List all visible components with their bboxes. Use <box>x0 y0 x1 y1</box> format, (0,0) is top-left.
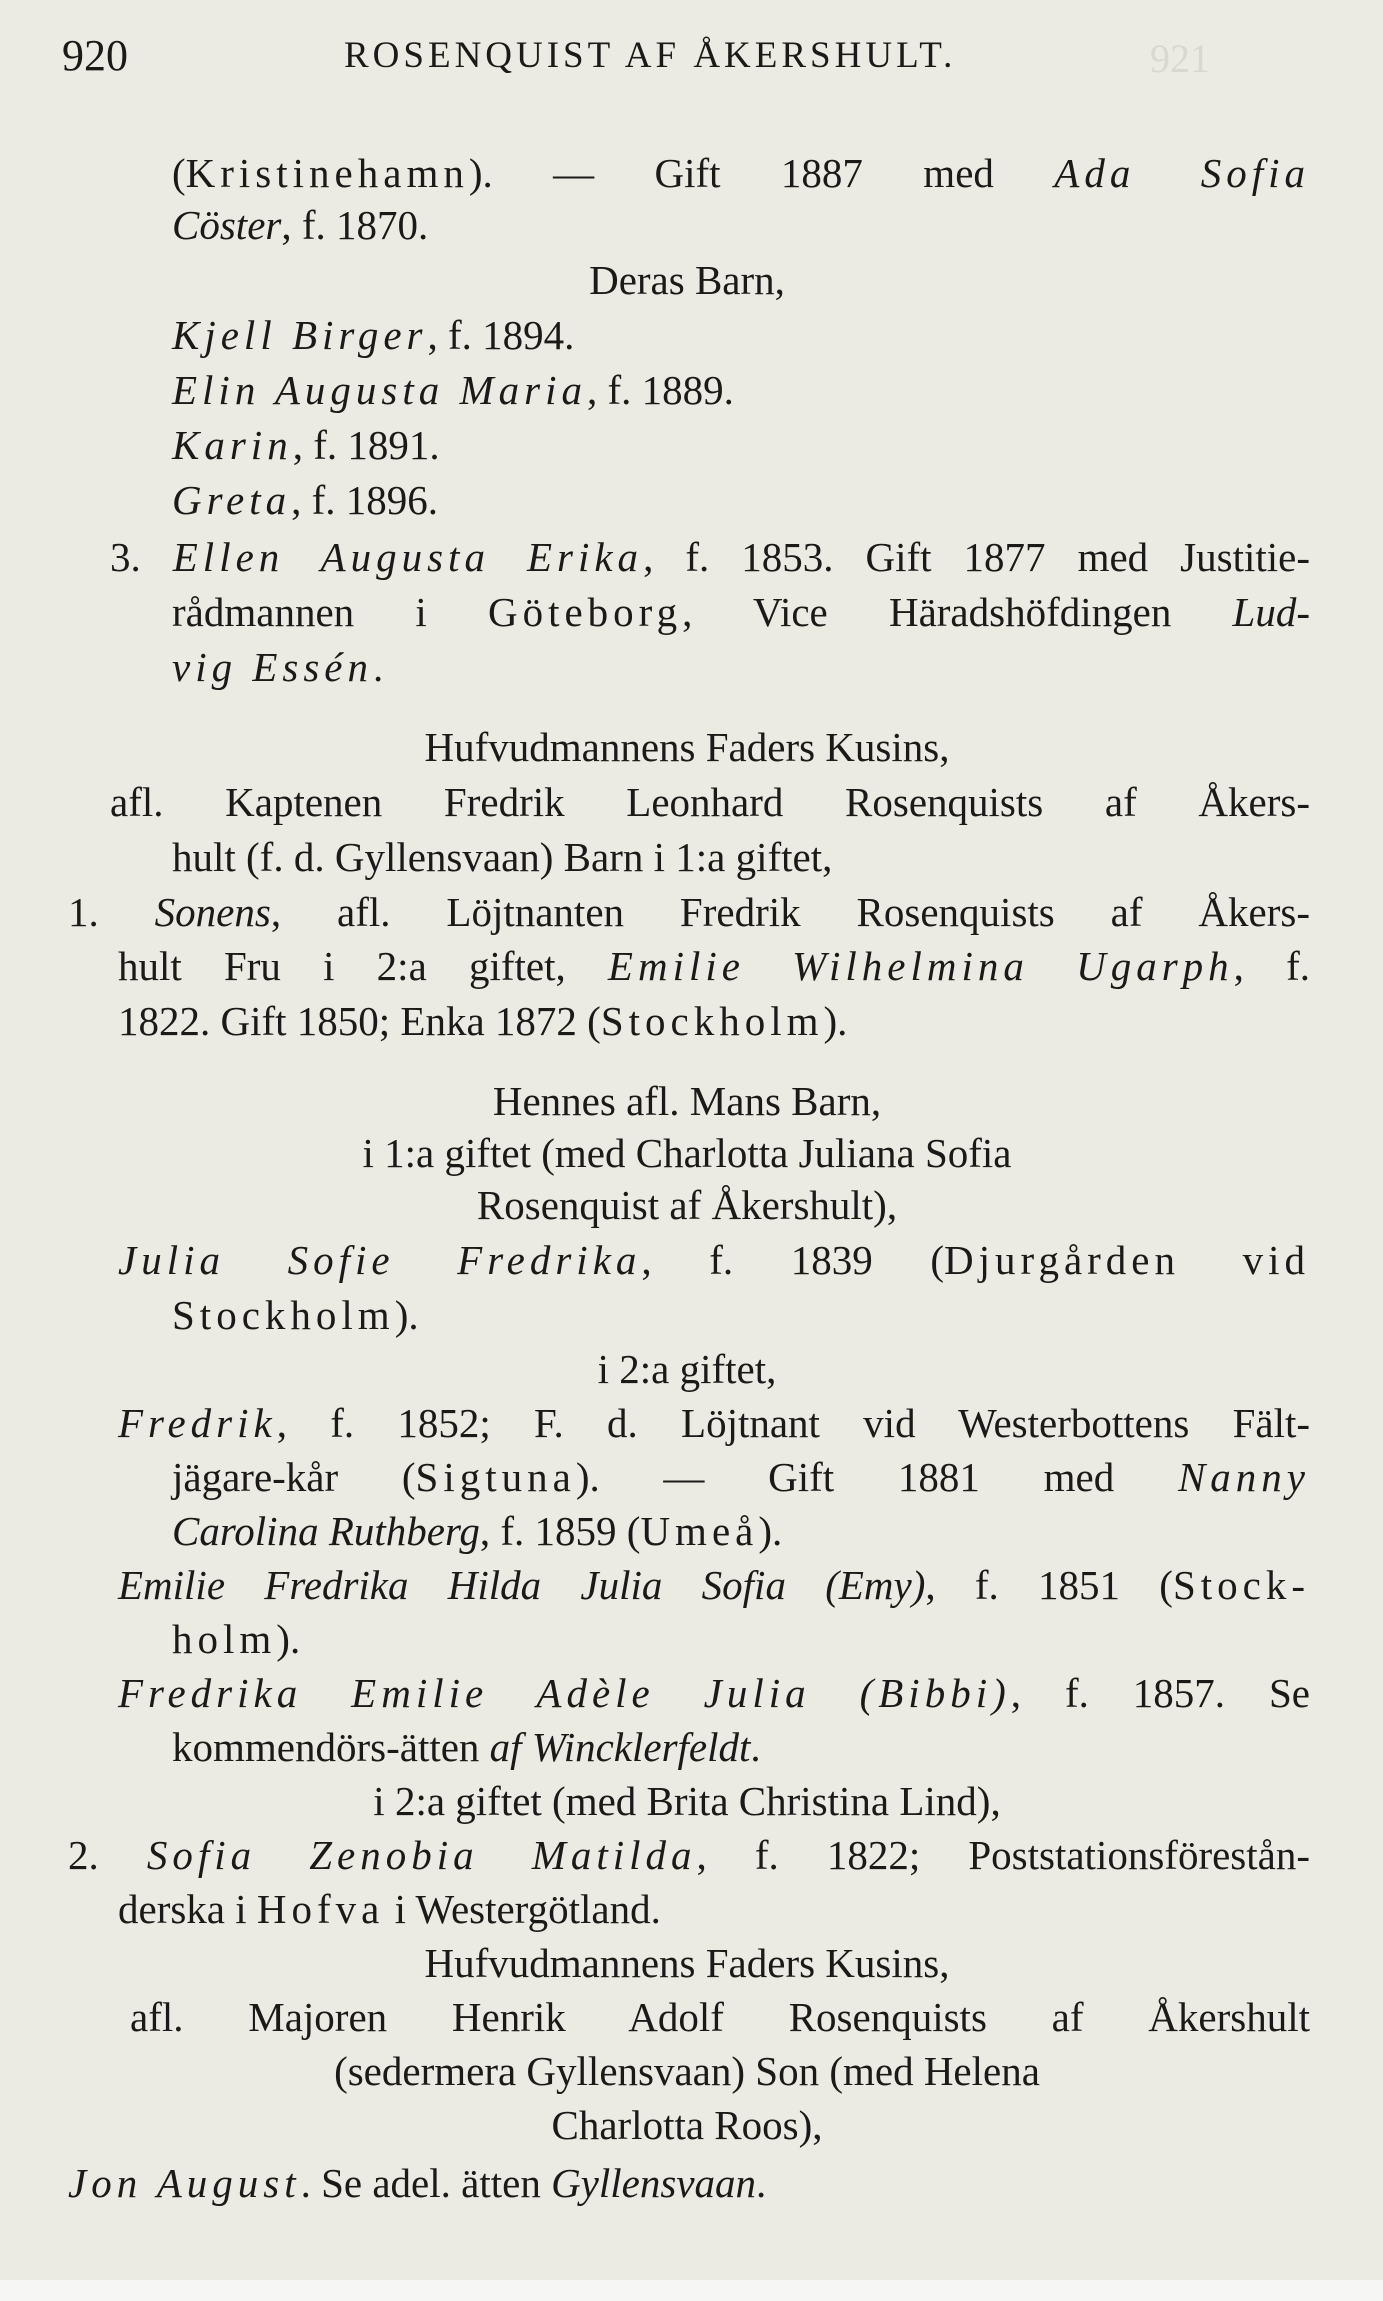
text-line: 1. Sonens, afl. Löjtnanten Fredrik Rosenquists af Åkers- <box>68 889 1310 935</box>
text-line: 3. Ellen Augusta Erika, f. 1853. Gift 1877 med Justitie- <box>110 534 1310 580</box>
page-edge <box>0 2280 1383 2301</box>
text-line: rådmannen i Göteborg, Vice Häradshöfdingen Lud- <box>172 589 1310 635</box>
text-line: afl. Majoren Henrik Adolf Rosenquists af Åkershult <box>130 1994 1310 2040</box>
text-line: Carolina Ruthberg, f. 1859 (Umeå). <box>172 1508 783 1554</box>
running-title: ROSENQUIST AF ÅKERSHULT. <box>344 35 957 76</box>
section-heading: Hufvudmannens Faders Kusins, <box>424 724 950 770</box>
section-heading: Hennes afl. Mans Barn, <box>492 1078 882 1124</box>
text-line: Julia Sofie Fredrika, f. 1839 (Djurgården vid <box>118 1237 1311 1283</box>
text-line: hult (f. d. Gyllensvaan) Barn i 1:a giftet, <box>172 834 833 880</box>
text-line: i 2:a giftet, <box>597 1346 777 1392</box>
text-line: Kjell Birger, f. 1894. <box>172 312 575 358</box>
text-line: Fredrik, f. 1852; F. d. Löjtnant vid Westerbottens Fält- <box>118 1400 1310 1446</box>
text-line: Stockholm). <box>172 1292 419 1338</box>
text-line: i 2:a giftet (med Brita Christina Lind), <box>373 1778 1001 1824</box>
text-line: 1822. Gift 1850; Enka 1872 (Stockholm). <box>118 998 848 1044</box>
text-line: Emilie Fredrika Hilda Julia Sofia (Emy), f. 1851 (Stock- <box>118 1562 1310 1608</box>
text-line: kommendörs-ätten af Wincklerfeldt. <box>172 1724 761 1770</box>
page-header <box>62 30 1312 90</box>
page-number: 920 <box>62 31 128 80</box>
text-line: holm). <box>172 1616 301 1662</box>
text-line: vig Essén. <box>172 644 384 690</box>
text-line: i 1:a giftet (med Charlotta Juliana Sofia <box>362 1130 1012 1176</box>
bleed-through-text: 921 <box>1150 36 1210 81</box>
section-heading: Hufvudmannens Faders Kusins, <box>424 1940 950 1986</box>
text-line: Karin, f. 1891. <box>172 422 440 468</box>
text-line: Elin Augusta Maria, f. 1889. <box>172 367 734 413</box>
text-line: Greta, f. 1896. <box>172 477 439 523</box>
text-line: Rosenquist af Åkershult), <box>476 1182 898 1228</box>
text-line: 2. Sofia Zenobia Matilda, f. 1822; Poststationsförestån- <box>68 1832 1310 1878</box>
text-line: jägare-kår (Sigtuna). — Gift 1881 med Nanny <box>172 1454 1310 1500</box>
section-heading: Deras Barn, <box>589 257 785 303</box>
text-line: Cöster, f. 1870. <box>172 202 429 248</box>
text-line: afl. Kaptenen Fredrik Leonhard Rosenquists af Åkers- <box>110 779 1310 825</box>
text-line: Jon August. Se adel. ätten Gyllensvaan. <box>68 2160 767 2206</box>
text-line: (sedermera Gyllensvaan) Son (med Helena <box>334 2048 1040 2094</box>
text-line: Fredrika Emilie Adèle Julia (Bibbi), f. 1857. Se <box>118 1670 1310 1716</box>
text-line: hult Fru i 2:a giftet, Emilie Wilhelmina Ugarph, f. <box>118 943 1310 989</box>
text-line: (Kristinehamn). — Gift 1887 med Ada Sofia <box>172 150 1311 196</box>
text-line: derska i Hofva i Westergötland. <box>118 1886 661 1932</box>
text-line: Charlotta Roos), <box>551 2102 823 2148</box>
